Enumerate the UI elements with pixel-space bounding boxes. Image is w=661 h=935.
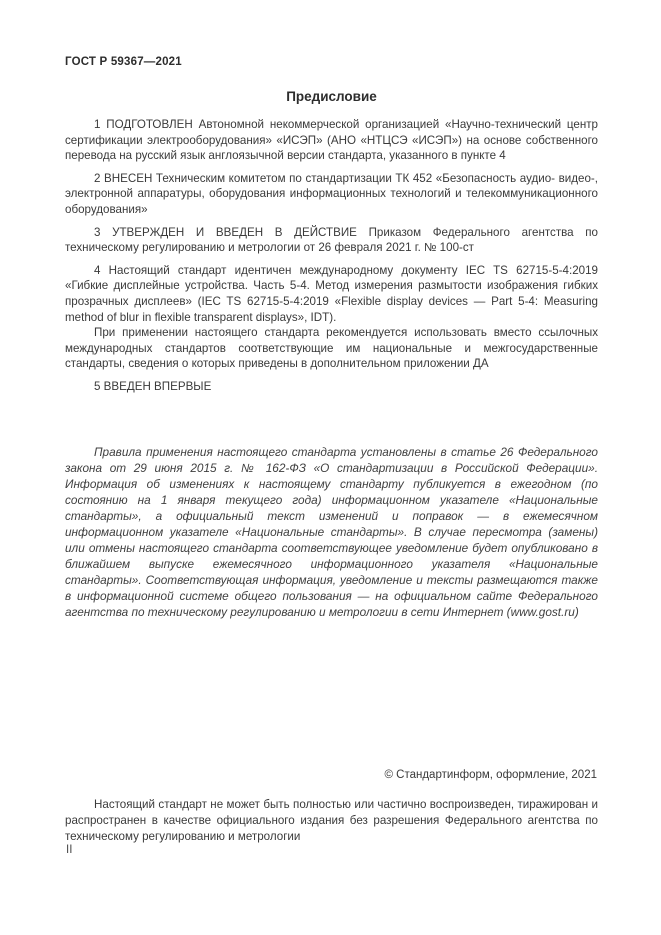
foreword-item-4-continuation: При применении настоящего стандарта рекомендуется использовать вместо ссылочных международных стандартов соответствующие им национальные и межгосударственные стандарты, сведения о которых приведены в дополнительном приложении ДА	[65, 326, 598, 371]
foreword-item-1: 1 ПОДГОТОВЛЕН Автономной некоммерческой организацией «Научно-технический центр сертификации электрооборудования» «ИСЭП» (АНО «НТЦСЭ «ИСЭП») на основе собственного перевода на русский язык англоязычной версии стандарта, указанного в пункте 4	[65, 118, 598, 163]
section-title: Предисловие	[286, 89, 377, 104]
copyright-notice: © Стандартинформ, оформление, 2021	[384, 769, 597, 781]
foreword-item-4: 4 Настоящий стандарт идентичен международному документу IEC TS 62715-5-4:2019 «Гибкие дисплейные устройства. Часть 5-4. Метод измерения размытости изображения гибких прозрачных дисплеев» (IEC TS 62715-5-4:2019 «Flexible display devices — Part 5-4: Measuring method of blur in flexible transparent displays», IDT).	[65, 263, 598, 324]
reproduction-notice: Настоящий стандарт не может быть полностью или частично воспроизведен, тиражирован и распространен в качестве официального издания без разрешения Федерального агентства по техническому регулированию и метрологии	[65, 798, 598, 843]
legal-application-notice: Правила применения настоящего стандарта установлены в статье 26 Федерального закона от 29 июня 2015 г. № 162-ФЗ «О стандартизации в Российской Федерации». Информация об изменениях к настоящему стандарту публикуется в ежегодном (по состоянию на 1 января текущего года) информационном указателе «Национальные стандарты», а официальный текст изменений и поправок — в ежемесячном информационном указателе «Национальные стандарты». В случае пересмотра (замены) или отмены настоящего стандарта соответствующее уведомление будет опубликовано в ближайшем выпуске ежемесячного информационного указателя «Национальные стандарты». Соответствующая информация, уведомление и тексты размещаются также в информационной системе общего пользования — на официальном сайте Федерального агентства по техническому регулированию и метрологии в сети Интернет (www.gost.ru)	[65, 444, 598, 619]
foreword-item-5: 5 ВВЕДЕН ВПЕРВЫЕ	[94, 379, 212, 393]
foreword-item-3: 3 УТВЕРЖДЕН И ВВЕДЕН В ДЕЙСТВИЕ Приказом Федерального агентства по техническому регулированию и метрологии от 26 февраля 2021 г. № 100-ст	[65, 225, 598, 255]
page-number: II	[66, 844, 73, 856]
document-code: ГОСТ Р 59367—2021	[65, 56, 182, 68]
foreword-item-2: 2 ВНЕСЕН Техническим комитетом по стандартизации ТК 452 «Безопасность аудио- видео-, электронной аппаратуры, оборудования информационных технологий и телекоммуникационного оборудования»	[65, 171, 598, 216]
